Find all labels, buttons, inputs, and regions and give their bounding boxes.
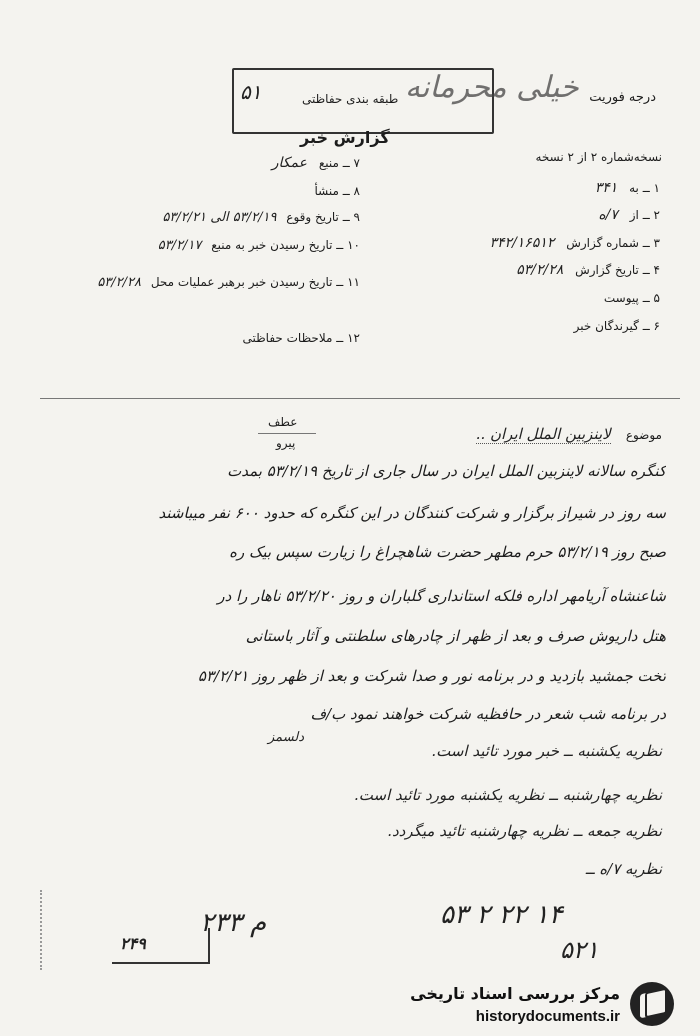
archive-logo-icon (630, 982, 674, 1026)
body-line: در برنامه شب شعر در حافظیه شرکت خواهند نمود ب/ف (310, 705, 666, 723)
field-value: عمکار (271, 155, 307, 171)
body-line: هتل داریوش صرف و بعد از ظهر از چادرهای سلطنتی و آثار باستانی (245, 627, 666, 645)
field-label: ۱ ــ به (629, 181, 660, 195)
evaluation-1: نظریه یکشنبه ــ خبر مورد تائید است. (431, 742, 662, 760)
field-right-2 (400, 207, 660, 223)
field-left-8 (30, 183, 360, 199)
report-title: گزارش خبر (300, 128, 390, 147)
field-label: ۱۰ ــ تاریخ رسیدن خبر به منبع (211, 238, 360, 252)
classification-stamp: خیلی محرمانه (405, 70, 579, 105)
field-label: ۱۲ ــ ملاحظات حفاظتی (242, 331, 360, 345)
field-right-5 (400, 290, 660, 306)
page-stamp: ۲۴۹ (120, 934, 146, 953)
field-value: ۵۳/۲/۱۹ الی ۵۳/۲/۲۱ (162, 210, 277, 225)
body-line: صبح روز ۵۳/۲/۱۹ حرم مطهر حضرت شاهچراغ را زیارت سپس بیک ره (229, 543, 666, 561)
field-value: ۵۳/۲/۱۷ (157, 238, 202, 253)
copy-line: نسخه‌شماره ۲ از ۲ نسخه (535, 150, 662, 164)
left-note: م ۲۳۳ (200, 908, 267, 938)
field-value: ۵۳/۲/۲۸ (516, 262, 564, 278)
field-label: ۴ ــ تاریخ گزارش (575, 263, 660, 277)
body-line: شاعنشاه آریامهر اداره فلکه استانداری گلباران و روز ۵۳/۲/۲۰ ناهار را در (217, 587, 666, 605)
field-left-10 (4, 238, 360, 253)
divider (40, 398, 680, 399)
field-left-11 (30, 268, 360, 297)
body-line: تخت جمشید بازدید و در برنامه نور و صدا شرکت و بعد از ظهر روز ۵۳/۲/۲۱ (197, 667, 666, 685)
field-right-3 (400, 235, 660, 251)
subject-value: لاینزبین الملل ایران .. (475, 425, 611, 443)
field-value: ۷/ه (598, 207, 618, 223)
evaluation-signature: دلسمز (268, 730, 305, 745)
field-left-9 (10, 210, 360, 225)
field-label: ۵ ــ پیوست (603, 291, 660, 305)
field-value: ۵۳/۲/۲۸ (97, 275, 141, 290)
field-label: ۳ ــ شماره گزارش (566, 236, 660, 250)
field-value: ۳۴۲/۱۶۵۱۲ (489, 235, 555, 251)
subject (476, 424, 662, 443)
piro-label: پیرو (276, 436, 296, 450)
right-note: ۵۳ ۲ ۲۲ ۱۴ (440, 900, 563, 930)
subject-label: موضوع (625, 428, 662, 442)
field-label: ۲ ــ از (629, 208, 660, 222)
field-label: ۸ ــ منشأ (314, 184, 360, 198)
field-label: ۶ ــ گیرندگان خبر (573, 319, 660, 333)
watermark-title: مرکز بررسی اسناد تاریخی (410, 984, 620, 1003)
priority-label: درجه فوریت (589, 90, 656, 105)
evaluation-4: نظریه ۷/ه ــ (585, 860, 662, 878)
field-label: ۹ ــ تاریخ وقوع (286, 210, 360, 224)
reference-divider (258, 433, 316, 434)
field-label: ۷ ــ منبع (318, 156, 360, 170)
field-left-7 (30, 155, 360, 171)
evaluation-3: نظریه جمعه ــ نظریه چهارشنبه تائید میگردد. (387, 822, 662, 840)
evaluation-2: نظریه چهارشنبه ــ نظریه یکشنبه مورد تائید است. (354, 786, 662, 804)
body-line: کنگره سالانه لاینزبین الملل ایران در سال جاری از تاریخ ۵۳/۲/۱۹ بمدت (227, 462, 666, 480)
watermark-url: historydocuments.ir (475, 1008, 620, 1025)
right-note-2: ۵۲۱ (560, 936, 599, 964)
stamp-number: ۵۱ (240, 80, 262, 104)
field-right-6 (400, 318, 660, 334)
field-right-4 (400, 262, 660, 278)
classification-label: طبقه بندی حفاظتی (302, 92, 399, 106)
body-line: سه روز در شیراز برگزار و شرکت کنندگان در این کنگره که حدود ۶۰۰ نفر میباشند (158, 504, 666, 522)
field-label: ۱۱ ــ تاریخ رسیدن خبر برهبر عملیات محل (150, 275, 360, 289)
field-left-12 (30, 330, 360, 346)
atf-label: عطف (268, 415, 298, 429)
margin-perforation (40, 890, 46, 970)
field-right-1 (400, 180, 660, 196)
field-value: ۳۴۱ (594, 180, 618, 196)
